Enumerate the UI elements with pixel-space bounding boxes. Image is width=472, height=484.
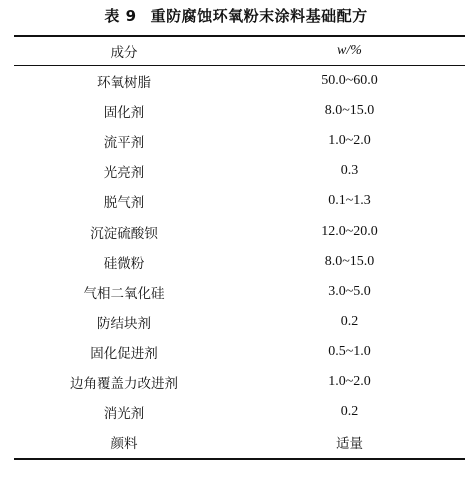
table-row	[14, 427, 465, 457]
table-row	[14, 307, 465, 337]
table-row	[14, 96, 465, 126]
cell-component: 硅微粉	[103, 255, 145, 272]
cell-mass-fraction: 1.0~2.0	[328, 374, 371, 390]
cell-component: 固化促进剂	[90, 345, 158, 362]
table-caption	[0, 6, 472, 26]
cell-component: 沉淀硫酸钡	[90, 225, 158, 242]
cell-mass-fraction: 12.0~20.0	[321, 223, 378, 239]
table-row	[14, 186, 465, 216]
cell-mass-fraction: 50.0~60.0	[321, 73, 378, 89]
table-row	[14, 217, 465, 247]
cell-mass-fraction: 1.0~2.0	[328, 133, 371, 149]
cell-component: 消光剂	[103, 406, 145, 423]
cell-component: 气相二氧化硅	[83, 285, 165, 302]
cell-mass-fraction: 0.2	[340, 313, 359, 329]
cell-mass-fraction: 0.2	[340, 404, 359, 420]
cell-component: 固化剂	[103, 105, 145, 122]
cell-component: 光亮剂	[103, 165, 145, 182]
cell-component: 脱气剂	[103, 195, 145, 212]
cell-mass-fraction: 0.3	[340, 163, 359, 179]
header-mass-fraction: w/%	[337, 43, 362, 58]
table-row	[14, 156, 465, 186]
cell-component: 颜料	[110, 436, 138, 453]
table-bottom-rule	[14, 458, 465, 460]
table-row	[14, 367, 465, 397]
table-row	[14, 397, 465, 427]
cell-component: 边角覆盖力改进剂	[70, 376, 178, 393]
cell-mass-fraction: 适量	[336, 436, 363, 453]
cell-component: 流平剂	[103, 135, 145, 152]
table-number: 表 9	[104, 7, 137, 25]
cell-mass-fraction: 8.0~15.0	[324, 253, 375, 269]
table-row	[14, 126, 465, 156]
header-component: 成分	[110, 45, 138, 61]
cell-mass-fraction: 0.5~1.0	[328, 343, 371, 359]
cell-component: 环氧树脂	[97, 75, 151, 92]
cell-mass-fraction: 0.1~1.3	[328, 193, 371, 209]
table-row	[14, 337, 465, 367]
table-title: 重防腐蚀环氧粉末涂料基础配方	[150, 7, 368, 25]
cell-mass-fraction: 8.0~15.0	[324, 103, 375, 119]
cell-component: 防结块剂	[97, 315, 151, 332]
cell-mass-fraction: 3.0~5.0	[328, 283, 371, 299]
table-row	[14, 277, 465, 307]
table-header-row	[14, 37, 465, 65]
table-row	[14, 66, 465, 96]
table-row	[14, 247, 465, 277]
